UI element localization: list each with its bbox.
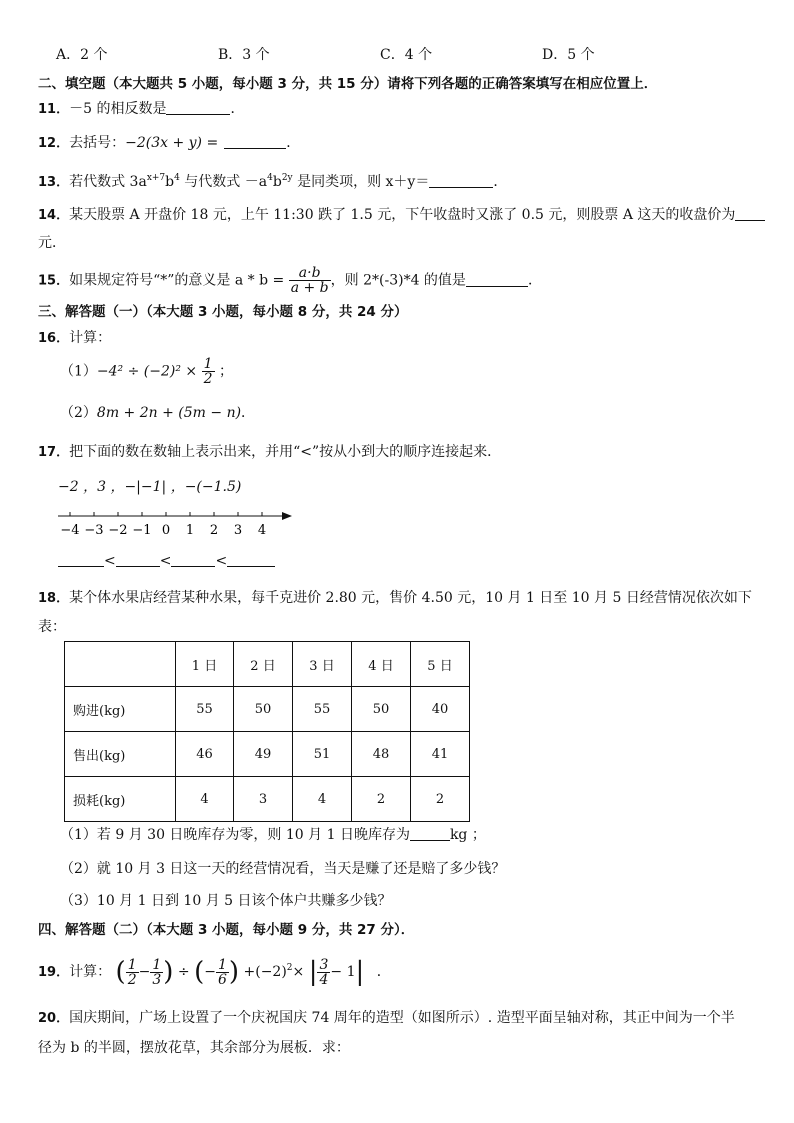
q18-text: 某个体水果店经营某种水果，每千克进价 2.80 元，售价 4.50 元，10 月 1 日至 10 月 5 日经营情况依次如下 bbox=[69, 590, 752, 606]
table-cell: 55 bbox=[293, 687, 352, 732]
question-14 bbox=[38, 204, 765, 224]
table-row-label: 售出(kg) bbox=[65, 732, 176, 777]
number-line-arrow bbox=[282, 512, 292, 520]
q11-end: ． bbox=[230, 101, 245, 117]
q14-number: 14． bbox=[38, 208, 70, 223]
q11-answer-blank[interactable] bbox=[166, 100, 230, 115]
q13-text: 若代数式 3a bbox=[69, 174, 147, 190]
q19-paren-close-1: ) bbox=[163, 957, 174, 987]
q16-p1-end: ； bbox=[219, 363, 233, 380]
number-line-tick-label: 4 bbox=[257, 523, 267, 538]
q19-powexp: 2 bbox=[286, 963, 293, 973]
q19-frac-1-num: 1 bbox=[127, 956, 137, 973]
question-20 bbox=[38, 1007, 735, 1027]
number-line-tick-label: 1 bbox=[185, 523, 195, 538]
number-line-tick-label: 0 bbox=[161, 523, 171, 538]
q19-frac-3 bbox=[216, 958, 229, 987]
q13-mid1: b bbox=[165, 174, 175, 190]
q19-frac-2-den: 3 bbox=[152, 971, 162, 988]
q13-mid3: b bbox=[272, 174, 282, 190]
q12-number: 12． bbox=[38, 136, 70, 151]
q16-p1-fraction bbox=[202, 357, 215, 386]
table-cell: 51 bbox=[293, 732, 352, 777]
q19-frac-4-den: 4 bbox=[319, 971, 329, 988]
table-cell: 48 bbox=[352, 732, 411, 777]
q13-exp3: 4 bbox=[267, 173, 273, 183]
q18-sub1-end: kg ； bbox=[449, 827, 486, 843]
number-line-tick-label: −1 bbox=[132, 523, 152, 538]
table-header-cell: 1 日 bbox=[176, 642, 234, 687]
table-cell: 4 bbox=[176, 777, 234, 822]
q17-blank-3[interactable] bbox=[171, 552, 215, 567]
q19-frac-4-num: 3 bbox=[319, 956, 329, 973]
q19-frac-3-num: 1 bbox=[217, 956, 227, 973]
number-line bbox=[56, 506, 296, 542]
q17-blank-1[interactable] bbox=[58, 552, 104, 567]
number-line-tick-label: −2 bbox=[108, 523, 128, 538]
q19-div: ÷ bbox=[177, 964, 190, 980]
table-header-cell: 5 日 bbox=[411, 642, 470, 687]
q16-part2 bbox=[60, 402, 255, 422]
table-cell: 55 bbox=[176, 687, 234, 732]
q13-end: ． bbox=[493, 174, 508, 190]
q19-plus: + bbox=[243, 964, 256, 980]
table-row bbox=[65, 777, 470, 822]
q12-end: ． bbox=[286, 135, 301, 151]
q15-frac-num: a·b bbox=[289, 266, 331, 281]
q15-answer-blank[interactable] bbox=[466, 272, 528, 287]
q13-exp4: 2y bbox=[281, 173, 293, 183]
table-cell: 41 bbox=[411, 732, 470, 777]
q15-frac-den: a + b bbox=[290, 280, 329, 296]
q16-number: 16． bbox=[38, 331, 70, 346]
q17-text: 把下面的数在数轴上表示出来，并用“<”按从小到大的顺序连接起来． bbox=[69, 444, 502, 460]
number-line-tick-label: 3 bbox=[233, 523, 243, 538]
table-cell: 4 bbox=[293, 777, 352, 822]
section-4-title: 四、解答题（二）（本大题 3 小题，每小题 9 分，共 27 分）． bbox=[38, 922, 415, 938]
q18-sub1-blank[interactable] bbox=[410, 826, 450, 841]
q19-number: 19． bbox=[38, 965, 70, 980]
q19-minusone: − 1 bbox=[330, 964, 356, 980]
choice-c: C．4 个 bbox=[380, 47, 433, 63]
q18-number: 18． bbox=[38, 591, 70, 606]
q17-numbers: −2 ，3 ，−|−1| ，−(−1.5) bbox=[58, 479, 242, 495]
q14-text: 某天股票 A 开盘价 18 元，上午 11:30 跌了 1.5 元，下午收盘时又涨了 0.5 元，则股票 A 这天的收盘价为 bbox=[69, 207, 736, 223]
q13-exp1: x+7 bbox=[146, 173, 166, 183]
q13-number: 13． bbox=[38, 175, 70, 190]
question-15 bbox=[38, 266, 542, 295]
q16-p1-expr: −4² ÷ (−2)² × bbox=[96, 363, 198, 380]
table-cell: 50 bbox=[234, 687, 293, 732]
q18-line2: 表： bbox=[38, 619, 66, 635]
q16-text: 计算： bbox=[69, 330, 112, 346]
q16-p1-frac-den: 2 bbox=[203, 371, 213, 387]
table-header-cell bbox=[65, 642, 176, 687]
q18-sub2: （2）就 10 月 3 日这一天的经营情况看，当天是赚了还是赔了多少钱？ bbox=[60, 861, 506, 877]
q19-paren-open-2: ( bbox=[194, 957, 205, 987]
q17-lt-2: < bbox=[159, 553, 172, 569]
q14-answer-blank[interactable] bbox=[735, 206, 765, 221]
question-12 bbox=[38, 132, 300, 152]
q16-p1-label: （1） bbox=[60, 363, 97, 380]
table-header-cell: 2 日 bbox=[234, 642, 293, 687]
table-row-label: 购进(kg) bbox=[65, 687, 176, 732]
q16-p2-expr: 8m + 2n + (5m − n) bbox=[96, 405, 242, 421]
q18-table bbox=[64, 641, 470, 822]
number-line-tick-label: −3 bbox=[84, 523, 104, 538]
q19-minus-1: − bbox=[138, 964, 151, 980]
q18-sub1 bbox=[60, 824, 486, 844]
q19-text: 计算： bbox=[69, 964, 112, 980]
table-cell: 49 bbox=[234, 732, 293, 777]
q19-frac-1-den: 2 bbox=[127, 971, 137, 988]
q16-p1-frac-num: 1 bbox=[203, 356, 213, 372]
q19-minus-2: − bbox=[204, 964, 216, 980]
q19-abs-open: | bbox=[308, 957, 318, 987]
table-cell: 3 bbox=[234, 777, 293, 822]
q15-end: ． bbox=[527, 272, 542, 289]
q17-blank-4[interactable] bbox=[227, 552, 275, 567]
q11-number: 11． bbox=[38, 102, 70, 117]
question-18 bbox=[38, 587, 752, 607]
choice-b: B．3 个 bbox=[218, 47, 270, 63]
q19-times: × bbox=[292, 964, 305, 980]
question-16 bbox=[38, 327, 111, 347]
question-11 bbox=[38, 98, 244, 118]
q18-sub3: （3）10 月 1 日到 10 月 5 日该个体户共赚多少钱？ bbox=[60, 893, 392, 909]
q19-frac-2 bbox=[150, 958, 163, 987]
q19-pow: (−2) bbox=[255, 964, 287, 980]
table-row bbox=[65, 687, 470, 732]
choice-d: D．5 个 bbox=[542, 47, 595, 63]
table-cell: 2 bbox=[411, 777, 470, 822]
q12-expression: −2(3x + y) = bbox=[125, 135, 219, 151]
q16-p2-end: ． bbox=[241, 405, 256, 421]
table-cell: 50 bbox=[352, 687, 411, 732]
table-cell: 2 bbox=[352, 777, 411, 822]
table-header-cell: 4 日 bbox=[352, 642, 411, 687]
table-row bbox=[65, 732, 470, 777]
q13-mid2: 与代数式 －a bbox=[179, 174, 268, 190]
q20-text: 国庆期间，广场上设置了一个庆祝国庆 74 周年的造型（如图所示）. 造型平面呈轴对称，其正中间为一个半 bbox=[69, 1010, 735, 1026]
number-line-tick-label: 2 bbox=[209, 523, 219, 538]
section-2-title: 二、填空题（本大题共 5 小题，每小题 3 分，共 15 分）请将下列各题的正确答案填写在相应位置上． bbox=[38, 76, 658, 92]
q11-text: －5 的相反数是 bbox=[69, 101, 167, 117]
q19-frac-2-num: 1 bbox=[152, 956, 162, 973]
q17-number: 17． bbox=[38, 445, 70, 460]
q15-number: 15． bbox=[38, 273, 70, 289]
table-row-label: 损耗(kg) bbox=[65, 777, 176, 822]
q19-frac-3-den: 6 bbox=[217, 971, 227, 988]
section-3-title: 三、解答题（一）（本大题 3 小题，每小题 8 分，共 24 分） bbox=[38, 304, 408, 320]
q15-tail: ，则 2*(-3)*4 的值是 bbox=[330, 272, 466, 289]
q15-text: 如果规定符号“*”的意义是 a * b = bbox=[69, 272, 285, 289]
table-header-row bbox=[65, 642, 470, 687]
q14-line2: 元． bbox=[38, 235, 66, 251]
q16-p2-label: （2） bbox=[60, 405, 97, 421]
table-cell: 40 bbox=[411, 687, 470, 732]
number-line-tick-label: −4 bbox=[60, 523, 80, 538]
q17-ordering bbox=[58, 552, 275, 569]
q17-blank-2[interactable] bbox=[116, 552, 160, 567]
q19-frac-4 bbox=[317, 958, 330, 987]
q19-abs-close: | bbox=[355, 957, 365, 987]
q12-answer-blank[interactable] bbox=[224, 134, 286, 149]
q19-end: ． bbox=[376, 964, 391, 980]
q20-number: 20． bbox=[38, 1011, 70, 1026]
q12-text: 去括号： bbox=[69, 135, 126, 151]
question-13 bbox=[38, 171, 507, 191]
q19-paren-close-2: ) bbox=[228, 957, 240, 987]
q20-line2: 径为 b 的半圆，摆放花草，其余部分为展板．求： bbox=[38, 1040, 350, 1056]
q19-frac-1 bbox=[126, 958, 139, 987]
q17-lt-3: < bbox=[215, 553, 228, 569]
q16-part1 bbox=[60, 357, 233, 386]
choice-a: A．2 个 bbox=[56, 47, 108, 63]
q13-answer-blank[interactable] bbox=[429, 173, 493, 188]
q15-fraction bbox=[289, 266, 331, 295]
q13-exp2: 4 bbox=[174, 173, 180, 183]
table-cell: 46 bbox=[176, 732, 234, 777]
q13-tail: 是同类项，则 x＋y＝ bbox=[292, 174, 430, 190]
q18-sub1-text: （1）若 9 月 30 日晚库存为零，则 10 月 1 日晚库存为 bbox=[60, 827, 410, 843]
q17-lt-1: < bbox=[104, 553, 116, 569]
question-19 bbox=[38, 950, 391, 986]
table-header-cell: 3 日 bbox=[293, 642, 352, 687]
q19-paren-open-1: ( bbox=[115, 957, 126, 987]
question-17 bbox=[38, 441, 501, 461]
